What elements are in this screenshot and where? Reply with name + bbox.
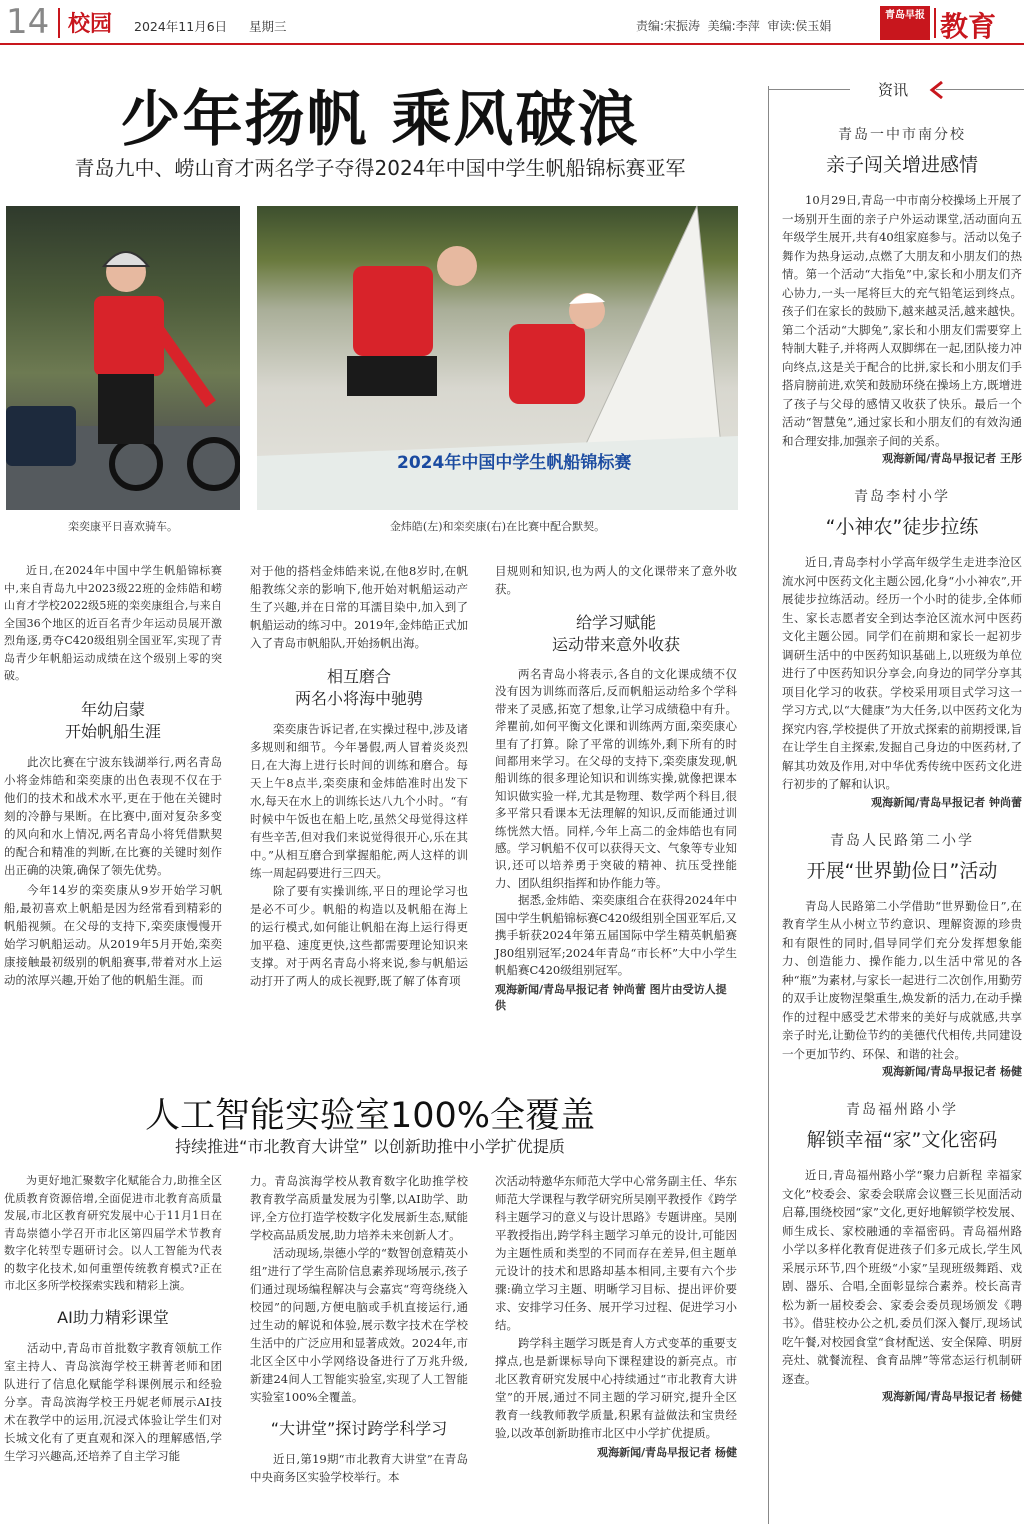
article1-subheading-3: 给学习赋能 运动带来意外收获 (551, 613, 680, 654)
photo-caption-left: 栾奕康平日喜欢骑车。 (68, 520, 178, 533)
sidebar-item-byline: 观海新闻/青岛早报记者 王彤 (882, 452, 1022, 465)
article2-subheadline: 持续推进“市北教育大讲堂” 以创新助推中小学扩优提质 (175, 1137, 565, 1156)
newspaper-logo: 青岛早报 (880, 6, 930, 40)
sidebar-rule (768, 86, 769, 1524)
article1-paragraph-8: 据悉,金炜皓、栾奕康组合在获得2024年中国中学生帆船锦标赛C420级组别全国亚军后,又携手斩获2024年第五届国际中学生精英帆船赛J80组别冠军;2024年青岛“市长杯”大中小学生帆船赛C420级组别冠军。 (495, 893, 737, 977)
sidebar-item-title: “小神农”徒步拉练 (825, 516, 979, 538)
article2-subheading-1: AI助力精彩课堂 (57, 1307, 169, 1327)
article2-column-3 (495, 1172, 737, 1460)
article2-paragraph-5: 次活动特邀华东师范大学中心常务副主任、华东师范大学课程与教学研究所吴刚平教授作《跨学科主题学习的意义与设计思路》专题讲座。吴刚平教授指出,跨学科主题学习单元的设计,可能因为主题性质和类型的不同而存在差异,但主题单元设计的技术和思路却基本相同,主要有六个步骤:确立学习主题、明晰学习目标、提出评价要求、安排学习任务、展开学习过程、促进学习小结。 (495, 1174, 737, 1332)
article1-headline: 少年扬帆 乘风破浪 (120, 85, 640, 155)
sidebar-item (782, 124, 1022, 466)
page-number: 14 (6, 2, 50, 42)
article1-column-3 (495, 562, 737, 1013)
sidebar-item-byline: 观海新闻/青岛早报记者 杨健 (882, 1065, 1022, 1078)
article1-intro: 近日,在2024年中国中学生帆船锦标赛中,来自青岛九中2023级22班的金炜皓和崂山育才学校2022级5班的栾奕康组合,与来自全国36个地区的近百名青少年运动员展开激烈角逐,勇夺C420级组别全国亚军,实现了青岛青少年帆船运动成绩在这个级别上零的突破。 (4, 564, 222, 682)
article2-paragraph-3: 活动现场,崇德小学的“数智创意精英小组”进行了学生高阶信息素养现场展示,孩子们通过现场编程解决与会嘉宾“弯弯绕绕入校园”的问题,方便电脑或手机直接运行,通过生动的解说和体验,展示数字技术在学校生活中的广泛应用和显著成效。2024年,市北区全区中小学网络设备进行了万兆升级,新建24间人工智能实验室,实现了人工智能实验室100%全覆盖。 (250, 1246, 468, 1404)
article2-paragraph-4: 近日,第19期“市北教育大讲堂”在青岛中央商务区实验学校举行。本 (250, 1452, 468, 1484)
sidebar-item-school: 青岛人民路第二小学 (830, 832, 974, 849)
photo-cyclist (6, 206, 240, 510)
article1-column-1 (4, 562, 222, 989)
article2-intro: 为更好地汇聚数字化赋能合力,助推全区优质教育资源倍增,全面促进市北教育高质量发展,市北区教育研究发展中心于11月1日在青岛崇德小学召开市北区第四届学术节教育数字化转型专题研讨会。以人工智能为代表的数字化技术,如何重塑传统教育模式?正在市北区多所学校探索实践和精彩上演。 (4, 1174, 222, 1292)
page-header (0, 0, 1024, 46)
sidebar-item-byline: 观海新闻/青岛早报记者 杨健 (882, 1390, 1022, 1403)
sidebar-column (782, 124, 1022, 1404)
issue-date: 2024年11月6日 (134, 19, 228, 34)
sidebar-item (782, 830, 1022, 1080)
brand-section: 教育 (940, 10, 997, 43)
article1-paragraph-1: 此次比赛在宁波东钱湖举行,两名青岛小将金炜皓和栾奕康的出色表现不仅在于他们的技术和战术水平,更在于他在关键时刻的冷静与果断。在比赛中,面对复杂多变的风向和水上情况,两名青岛小将凭借默契的配合和精准的判断,在比赛的关键时刻作出正确的决策,确保了领先优势。 (4, 754, 222, 877)
article1-paragraph-4: 栾奕康告诉记者,在实操过程中,涉及诸多规则和细节。今年暑假,两人冒着炎炎烈日,在大海上进行长时间的训练和磨合。每天上午8点半,栾奕康和金炜皓准时出发下水,每天在水上的训练长达八九个小时。“有时候中午饭也在船上吃,虽然父母觉得这样有些辛苦,但对我们来说觉得很开心,乐在其中。”从相互磨合到掌握船舵,两人这样的训练一周起码要进行三四天。 (250, 722, 468, 880)
issue-weekday: 星期三 (249, 19, 287, 34)
article1-byline: 观海新闻/青岛早报记者 钟尚蕾 图片由受访人提供 (495, 983, 727, 1013)
brand-divider (934, 8, 936, 38)
article1-subheading-1: 年幼启蒙 开始帆船生涯 (64, 699, 161, 741)
section-name: 校园 (68, 12, 113, 37)
article1-paragraph-5: 除了要有实操训练,平日的理论学习也是必不可少。帆船的构造以及帆船在海上的运行模式,如何能让帆船在海上运行得更加平稳、速度更快,这些都需要理论知识来支撑。对于两名青岛小将来说,参与帆船运动打开了两人的成长视野,既了解了体育项 (250, 884, 468, 988)
sidebar-item (782, 486, 1022, 810)
sidebar-item-school: 青岛李村小学 (854, 489, 950, 505)
sidebar-item-school: 青岛福州路小学 (846, 1102, 958, 1118)
article2-paragraph-1: 活动中,青岛市首批数字教育领航工作室主持人、青岛滨海学校王耕菁老师和团队进行了信息化赋能学科课例展示和经验分享。青岛滨海学校王丹妮老师展示AI技术在教学中的运用,沉浸式体验让学生们对长城文化有了更直观和深入的理解感悟,学生学习兴趣高,还培养了自主学习能 (4, 1340, 222, 1463)
brand-block (880, 4, 1020, 42)
article2-headline: 人工智能实验室100%全覆盖 (144, 1096, 596, 1136)
sidebar-item-title: 亲子闯关增进感情 (825, 154, 978, 176)
cyclist-illustration (6, 206, 240, 510)
sidebar-label: 资讯 (850, 78, 936, 102)
sidebar-item-text: 近日,青岛福州路小学“聚力启新程 幸福家文化”校委会、家委会联席会议暨三长见面活动启幕,围绕校园“家”文化,更好地解锁学校发展、师生成长、家校融通的幸福密码。青岛福州路小学以多样化教育促进孩子们多元成长,学生风采展示环节,四个班级“小家”呈现班级舞蹈、戏剧、器乐、合唱,全面彰显综合素养。校长高青松为新一届校委会、家委会委员现场颁发《聘书》。借驻校办公之机,委员们深入餐厅,现场试吃午餐,对校园食堂“食材配送、安全保障、明厨亮灶、就餐流程、食育品牌”等常态运行机制研逐查。 (782, 1168, 1022, 1386)
article1-paragraph-6: 目规则和知识,也为两人的文化课带来了意外收获。 (495, 564, 737, 596)
article1-subheading-2: 相互磨合 两名小将海中驰骋 (294, 667, 423, 708)
article2-byline: 观海新闻/青岛早报记者 杨健 (597, 1446, 737, 1459)
article2-column-2 (250, 1172, 468, 1486)
sidebar-item-byline: 观海新闻/青岛早报记者 钟尚蕾 (871, 795, 1022, 809)
header-rule (0, 43, 1024, 45)
article1-paragraph-3: 对于他的搭档金炜皓来说,在他8岁时,在帆船教练父亲的影响下,他开始对帆船运动产生了兴趣,并在日常的耳濡目染中,加入到了帆船运动的练习中。2019年,金炜皓正式加入了青岛市帆船队,开始扬帆出海。 (250, 564, 468, 650)
article1-paragraph-2: 今年14岁的栾奕康从9岁开始学习帆船,最初喜欢上帆船是因为经常看到精彩的帆船视频。在父母的支持下,栾奕康慢慢开始学习帆船运动。从2019年5月开始,栾奕康接触最初级别的帆船赛事,带着对水上运动的浓厚兴趣,开始了他的帆船生涯。而 (4, 882, 222, 987)
header-divider (58, 8, 60, 38)
article2-subheading-2: “大讲堂”探讨跨学科学习 (270, 1419, 448, 1438)
article1-column-2 (250, 562, 468, 990)
article2-column-1 (4, 1172, 222, 1465)
sidebar-item (782, 1099, 1022, 1404)
photo-sailing (257, 206, 738, 510)
article1-paragraph-7: 两名青岛小将表示,各自的文化课成绩不仅没有因为训练而落后,反而帆船运动给多个学科带来了灵感,拓宽了想象,让学习成绩稳中有升。斧瞿前,如何平衡文化课和训练两方面,栾奕康心里有了打算。除了平常的训练外,剩下所有的时间都用来学习。在父母的支持下,栾奕康发现,帆船训练的很多理论知识和训练实操,就像把课本知识做实验一样,尤其是物理、数学两个科目,很多平常只看课本无法理解的知识,反而能通过训练恍然大悟。同样,今年上高二的金炜皓也有同感。学习帆船不仅可以获得天文、气象等专业知识,还可以培养勇于突破的精神、抗压受挫能力、团队组织指挥和协作能力等。 (495, 667, 737, 890)
sidebar-item-text: 10月29日,青岛一中市南分校操场上开展了一场别开生面的亲子户外运动课堂,活动面向五年级学生展开,共有40组家庭参与。活动以兔子舞作为热身运动,点燃了大朋友和小朋友们的热情。第一个活动“大指兔”中,家长和小朋友们齐心协力,一头一尾将巨大的充气铅笔运到终点。孩子们在家长的鼓励下,越来越灵活,越来越快。第二个活动“大脚兔”,家长和小朋友们需要穿上特制大鞋子,并将两人双脚绑在一起,团队接力冲向终点,这是关于配合的比拼,家长和小朋友们手搭肩膀前进,欢笑和鼓励环绕在操场上方,既增进了孩子与父母的感情又收获了快乐。最后一个活动“智慧兔”,通过家长和小朋友们的有效沟通和合理安排,加强亲子间的关系。 (782, 193, 1022, 448)
photo-caption-right: 金炜皓(左)和栾奕康(右)在比赛中配合默契。 (389, 520, 606, 533)
sidebar-item-text: 青岛人民路第二小学借助“世界勤俭日”,在教育学生从小树立节约意识、理解资源的珍贵和有限性的同时,倡导同学们充分发挥想象能力、创造能力、操作能力,以生活中常见的各种“瓶”为素材,与家长一起进行二次创作,用勤劳的双手让废物涅槃重生,焕发新的活力,在动手操作的过程中感受艺术带来的美好与成就感,共享亲子时光,让勤俭节约的美德代代相传,共同建设一个更加节约、环保、和谐的社会。 (782, 898, 1022, 1061)
photo-banner-text: 2024年中国中学生帆船锦标赛 (397, 453, 632, 473)
article1-subheadline: 青岛九中、崂山育才两名学子夺得2024年中国中学生帆船锦标赛亚军 (74, 156, 686, 180)
sidebar-label-arrow-icon (926, 80, 946, 100)
sidebar-item-title: 开展“世界勤俭日”活动 (806, 859, 998, 882)
sidebar-item-school: 青岛一中市南分校 (838, 127, 966, 143)
sidebar-item-title: 解锁幸福“家”文化密码 (806, 1129, 998, 1151)
article2-paragraph-2: 力。青岛滨海学校从教育数字化助推学校教育教学高质量发展为引擎,以AI助学、助评,全方位打造学校数字化发展新生态,赋能学校高品质发展,助力培养未来创新人才。 (250, 1174, 468, 1242)
sidebar-item-text: 近日,青岛李村小学高年级学生走进李沧区流水河中医药文化主题公园,化身“小小神农”,开展徒步拉练活动。经历一个小时的徒步,全体师生、家长志愿者安全到达李沧区流水河中医药文化主题公园。同学们在前期和家长一起初步调研生活中的中医药知识基础上,以班级为单位进行了中医药知识分享会,向身边的同学分享其项目化学习的收获。学校采用项目式学习这一学习方式,以“大健康”为大任务,以中医药文化为探究内容,学校提供了开放式探索的前期授课,旨在让学生自主探索,发掘自己身边的中医药材,了解其功效及作用,对中华优秀传统中医药文化进行初步的了解和认识。 (782, 555, 1022, 791)
article2-paragraph-6: 跨学科主题学习既是育人方式变革的重要支撑点,也是新课标导向下课程建设的新亮点。市北区教育研究发展中心持续通过“市北教育大讲堂”的开展,通过不同主题的学习研究,提升全区教育一线教师教学质量,积累有益做法和宝贵经验,以改革创新助推市北区中小学扩优提质。 (495, 1336, 737, 1440)
editor-credits: 责编:宋振涛 美编:李萍 审读:侯玉娟 (636, 19, 832, 33)
